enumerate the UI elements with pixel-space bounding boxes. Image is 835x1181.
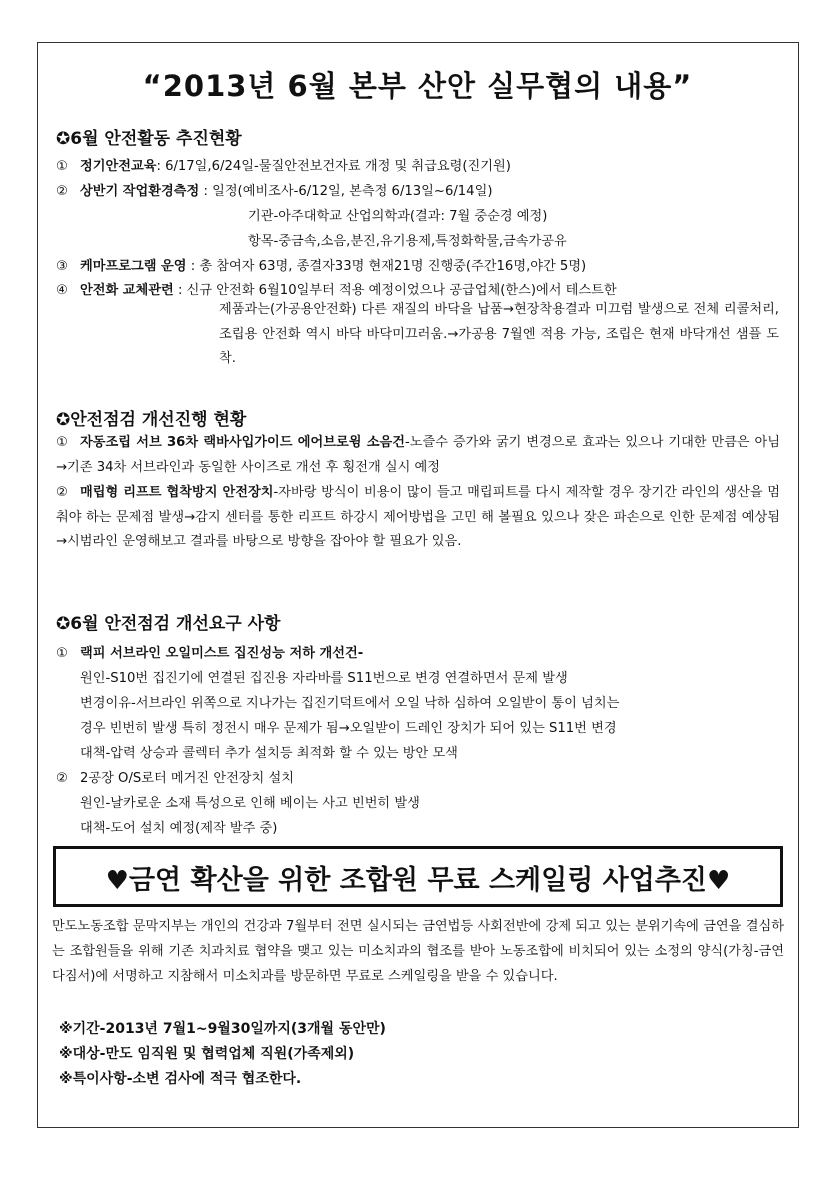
sec1-item2-line2: 기관-아주대학교 산업의학과(결과: 7월 중순경 예정)	[248, 209, 548, 224]
notice-title	[53, 858, 783, 897]
notice-period: ※기간-2013년 7월1~9월30일까지(3개월 동안만)	[59, 1021, 386, 1037]
item-number: ②	[56, 184, 68, 199]
item-number: ③	[56, 259, 68, 274]
heart-icon: ♥	[707, 866, 731, 896]
sec1-item2-line3: 항목-중금속,소음,분진,유기용제,특정화학물,금속가공유	[248, 234, 567, 249]
item-label: 2공장 O/S로터 메거진 안전장치 설치	[80, 771, 294, 786]
item-label: 상반기 작업환경측정	[80, 184, 200, 199]
sec3-item2-measure: 대책-도어 설치 예정(제작 발주 중)	[80, 821, 278, 836]
item-label: 안전화 교체관련	[80, 283, 174, 298]
sec1-item2	[56, 183, 492, 200]
notice-target: ※대상-만도 임직원 및 협력업체 직원(가족제외)	[59, 1046, 355, 1062]
sec3-item1-measure: 대책-압력 상승과 콜렉터 추가 설치등 최적화 할 수 있는 방안 모색	[80, 746, 458, 761]
item-text: -노즐수 증가와 굵기 변경으로 효과는 있으나 기대한 만큼은 아님→기존 34차 서브라인과 동일한 사이즈로 개선 후 횡전개 실시 예정	[56, 435, 780, 475]
section-heading-safety-activities: ✪6월 안전활동 추진현황	[56, 129, 242, 149]
heart-icon: ♥	[105, 866, 129, 896]
page-title: “2013년 6월 본부 산안 실무협의 내용”	[142, 69, 693, 103]
notice-special: ※특이사항-소변 검사에 적극 협조한다.	[59, 1071, 302, 1087]
item-label: 랙피 서브라인 오일미스트 집진성능 저하 개선건-	[80, 646, 364, 661]
notice-title-text: 금연 확산을 위한 조합원 무료 스케일링 사업추진	[128, 865, 708, 896]
section-heading-improvement-requests: ✪6월 안전점검 개선요구 사항	[56, 614, 281, 634]
item-text: : 일정(예비조사-6/12일, 본측정 6/13일~6/14일)	[199, 184, 493, 199]
item-number: ①	[56, 435, 68, 450]
item-number: ②	[56, 485, 68, 500]
notice-body: 만도노동조합 문막지부는 개인의 건강과 7월부터 전면 실시되는 금연법등 사회전반에 강제 되고 있는 분위기속에 금연을 결심하는 조합원들을 위해 기존 치과치료 협약을 맺고 있는 미소치과의 협조를 받아 노동조합에 비치되어 있는 소정의 양식(가칭-금연다짐서)에 서명하고 지참해서 미소치과를 방문하면 무료로 스케일링을 받을 수 있습니다.	[52, 919, 784, 984]
item-label: 매립형 리프트 협착방지 안전장치	[80, 485, 274, 500]
sec3-item1-reason-cont: 경우 빈번히 발생 특히 정전시 매우 문제가 됨→오일받이 드레인 장치가 되어 있는 S11번 변경	[80, 721, 617, 736]
sec1-item4-continuation: 제품과는(가공용안전화) 다른 재질의 바닥을 납품→현장착용결과 미끄럼 발생으로 전체 리콜처리, 조립용 안전화 역시 바닥 바닥미끄러움.→가공용 7월엔 적용 가능, 조립은 현재 바닥개선 샘플 도착.	[219, 302, 779, 366]
item-number: ①	[56, 646, 68, 661]
sec3-item2-cause: 원인-날카로운 소재 특성으로 인해 베이는 사고 빈번히 발생	[80, 796, 420, 811]
item-label: 케마프로그램 운영	[80, 259, 187, 274]
sec3-item1	[56, 645, 363, 662]
item-label: 정기안전교육	[80, 159, 157, 174]
section-heading-inspection-progress: ✪안전점검 개선진행 현황	[56, 410, 247, 430]
sec2-item2	[56, 481, 780, 555]
sec1-item4	[56, 282, 617, 299]
item-text: : 신규 안전화 6월10일부터 적용 예정이었으나 공급업체(한스)에서 테스트한	[173, 283, 617, 298]
item-number: ①	[56, 159, 68, 174]
sec1-item1	[56, 158, 511, 175]
sec3-item2	[56, 770, 294, 787]
item-text: : 6/17일,6/24일-물질안전보건자료 개정 및 취급요령(진기원)	[156, 159, 511, 174]
sec2-item1	[56, 431, 780, 480]
item-number: ④	[56, 283, 68, 298]
item-number: ②	[56, 771, 68, 786]
sec3-item1-reason: 변경이유-서브라인 위쪽으로 지나가는 집진기덕트에서 오일 낙하 심하여 오일받이 통이 넘치는	[80, 696, 620, 711]
item-text: -자바랑 방식이 비용이 많이 들고 매립피트를 다시 제작할 경우 장기간 라인의 생산을 멈춰야 하는 문제점 발생→감지 센터를 통한 리프트 하강시 제어방법을 고민 해 볼필요 있으나 잦은 파손으로 인한 문제점 예상됨→시범라인 운영해보고 결과를 바탕으로 방향을 잡아야 할 필요가 있음.	[56, 485, 780, 549]
item-text: : 총 참여자 63명, 종결자33명 현재21명 진행중(주간16명,야간 5명)	[186, 259, 587, 274]
item-label: 자동조립 서브 36차 랙바사입가이드 에어브로윙 소음건	[80, 435, 405, 450]
sec1-item3	[56, 258, 586, 275]
sec3-item1-cause: 원인-S10번 집진기에 연결된 집진용 자라바를 S11번으로 변경 연결하면서 문제 발생	[80, 671, 568, 686]
